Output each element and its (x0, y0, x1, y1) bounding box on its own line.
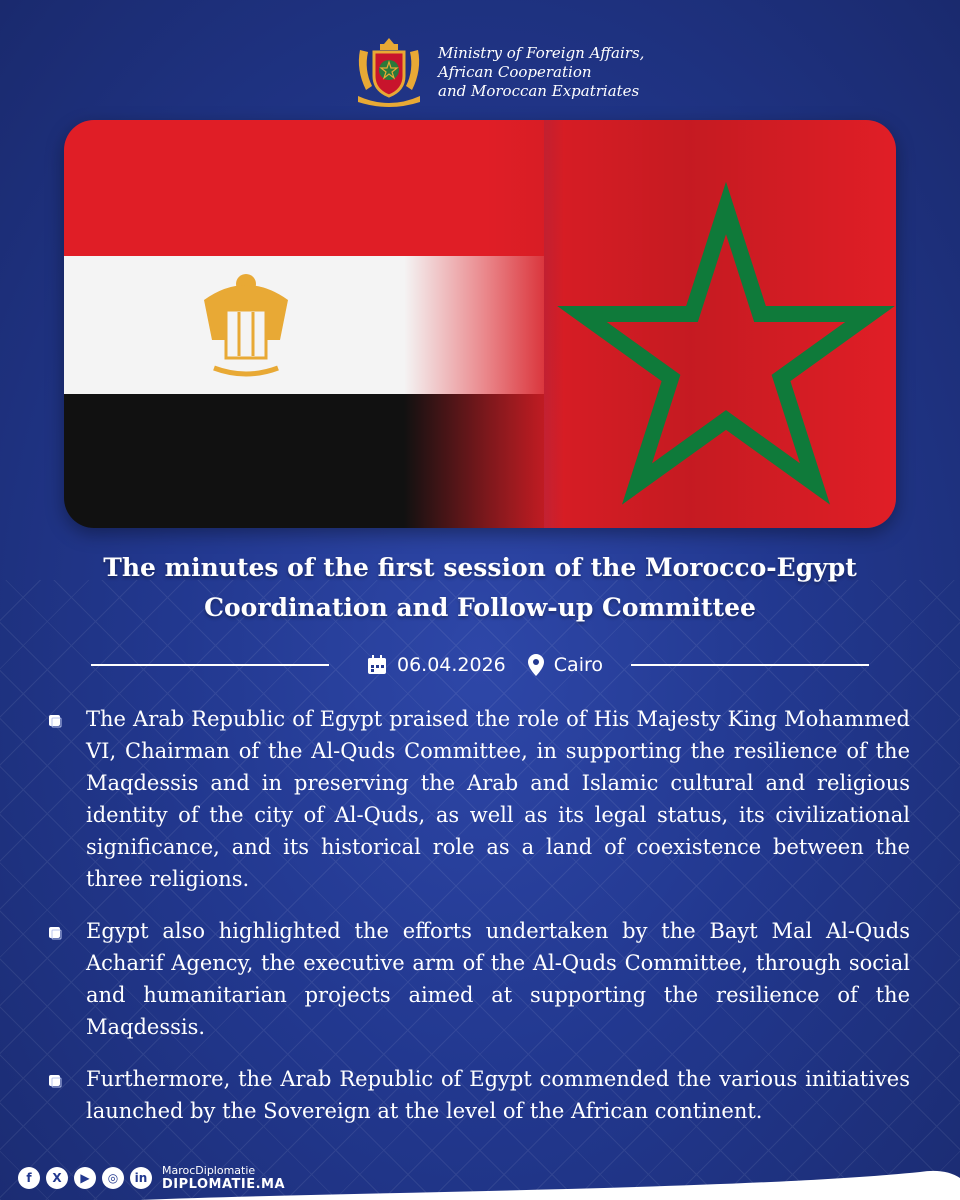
divider-left (91, 664, 329, 666)
ministry-header (350, 36, 644, 108)
list-item-text: Egypt also highlighted the efforts undertaken by the Bayt Mal Al-Quds Acharif Agency, the executive arm of the Al-Quds Committee, through social and humanitarian projects aimed at supporting the resilience of the Maqdessis. (86, 919, 910, 1039)
instagram-icon[interactable]: ◎ (102, 1167, 124, 1189)
bullet-list (48, 703, 910, 1147)
page-title: The minutes of the first session of the Morocco-Egypt Coordination and Follow-up Committee (103, 553, 857, 622)
bullet-square-icon (48, 1074, 62, 1088)
social-handle[interactable]: MarocDiplomatie (162, 1164, 256, 1177)
x-icon[interactable]: X (46, 1167, 68, 1189)
list-item-text: The Arab Republic of Egypt praised the role of His Majesty King Mohammed VI, Chairman of the Al-Quds Committee, in supporting the resilience of the Maqdessis and in preserving the Arab and Islamic cultural and religious identity of the city of Al-Quds, as well as its legal status, its civilizational significance, and its historical role as a land of coexistence between the three religions. (86, 707, 910, 891)
divider-right (631, 664, 869, 666)
list-item (48, 703, 910, 895)
social-links (18, 1164, 285, 1192)
ministry-line-3: and Moroccan Expatriates (438, 81, 640, 100)
footer (0, 1160, 960, 1200)
location-item (528, 654, 603, 676)
map-pin-icon (528, 654, 544, 676)
website-link[interactable]: DIPLOMATIE.MA (162, 1177, 286, 1192)
bullet-square-icon (48, 714, 62, 728)
meta-row (0, 650, 960, 680)
ministry-line-1: Ministry of Foreign Affairs, (438, 43, 645, 62)
location-text: Cairo (553, 654, 603, 676)
youtube-icon[interactable]: ▶ (74, 1167, 96, 1189)
date-item (367, 654, 506, 676)
facebook-icon[interactable]: f (18, 1167, 40, 1189)
bullet-square-icon (48, 926, 62, 940)
brand (162, 1164, 285, 1192)
coat-of-arms-icon (350, 36, 428, 108)
calendar-icon (367, 655, 387, 675)
list-item (48, 915, 910, 1043)
ministry-name (438, 44, 644, 101)
list-item-text: Furthermore, the Arab Republic of Egypt commended the various initiatives launched by the Sovereign at the level of the African continent. (86, 1067, 910, 1123)
flags-image (64, 120, 896, 528)
ministry-line-2: African Cooperation (438, 62, 592, 81)
egypt-morocco-flags (64, 120, 896, 528)
date-text: 06.04.2026 (396, 654, 506, 676)
linkedin-icon[interactable]: in (130, 1167, 152, 1189)
list-item (48, 1063, 910, 1127)
